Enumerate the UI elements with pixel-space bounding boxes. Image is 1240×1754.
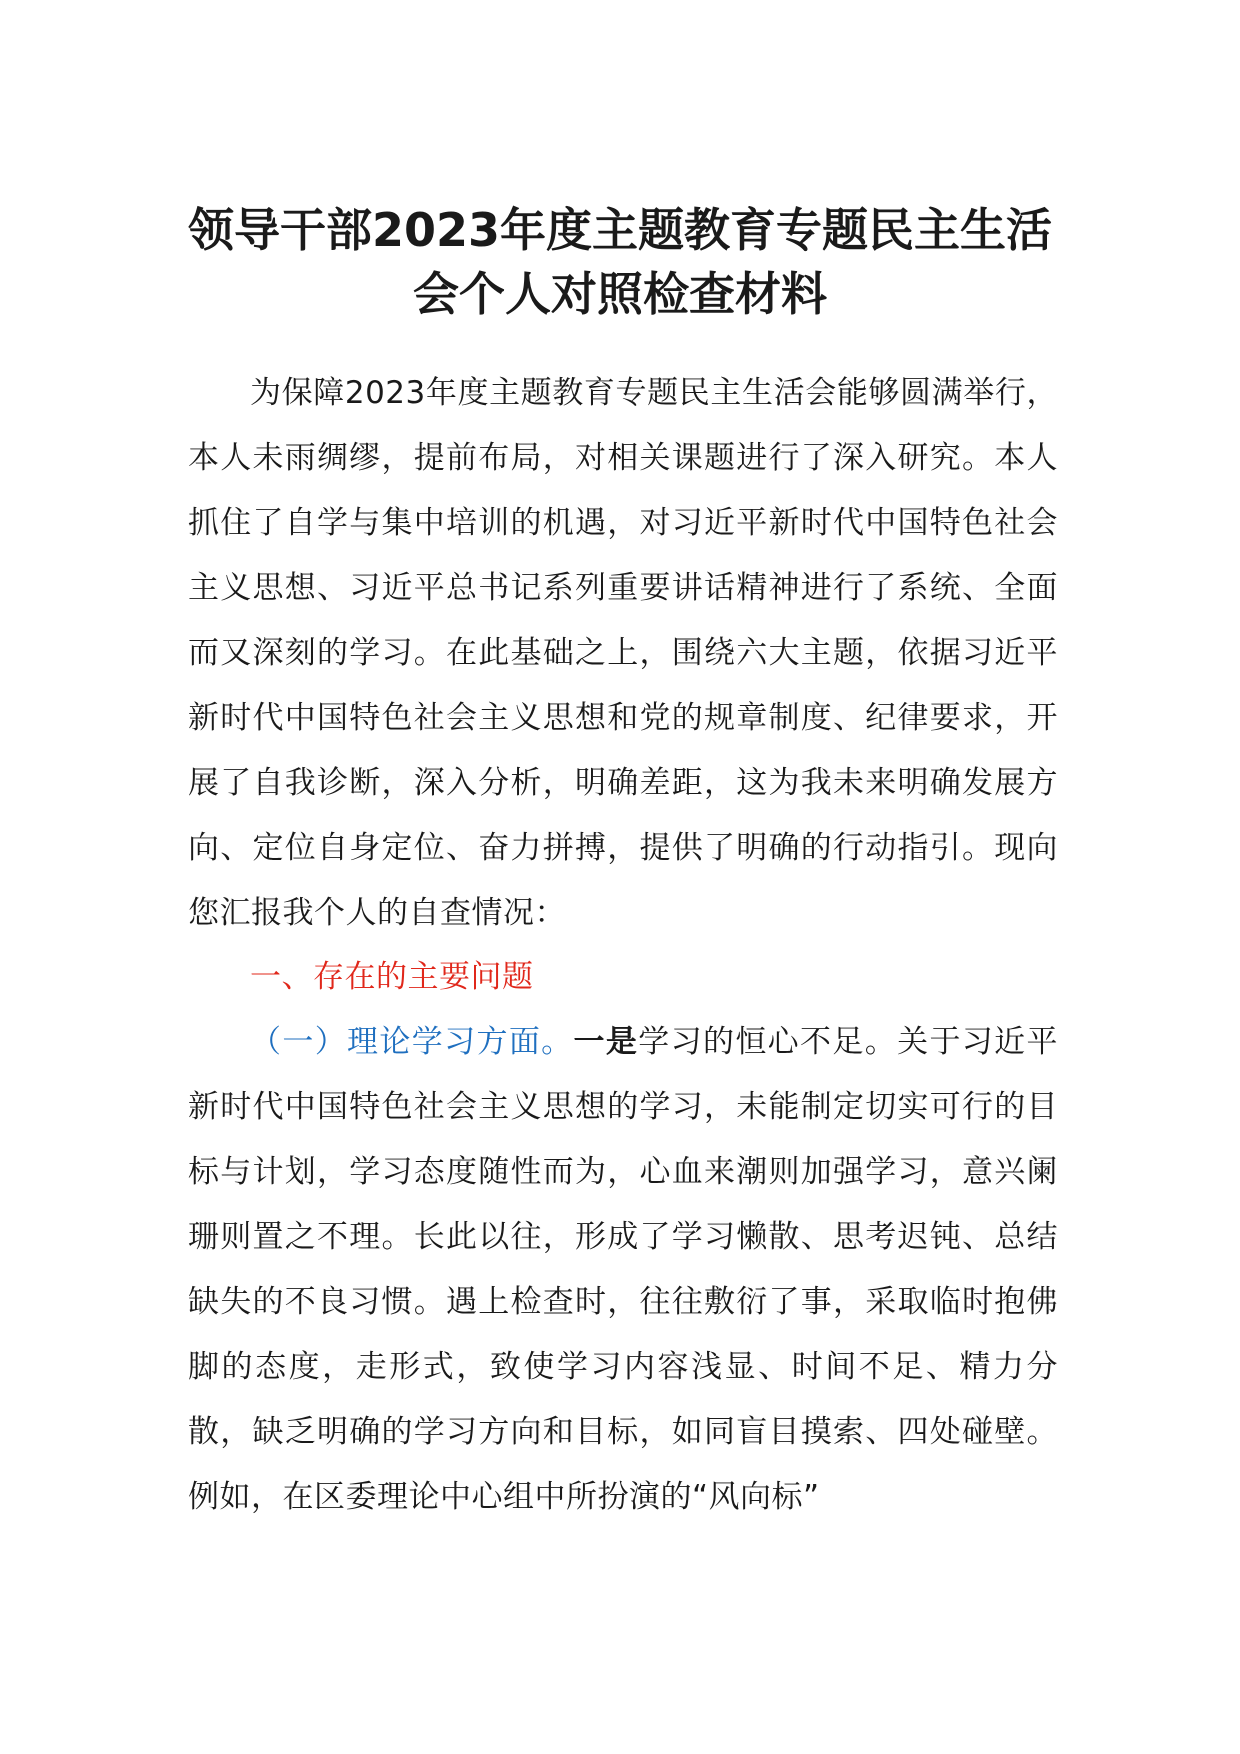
theory-study-paragraph — [188, 1010, 1058, 1530]
subsection-heading-theory-study: （一）理论学习方面。 — [250, 1024, 574, 1060]
subsection-body-text: 学习的恒心不足。关于习近平新时代中国特色社会主义思想的学习，未能制定切实可行的目标与计划，学习态度随性而为，心血来潮则加强学习，意兴阑珊则置之不理。长此以往，形成了学习懒散、思考迟钝、总结缺失的不良习惯。遇上检查时，往往敷衍了事，采取临时抱佛脚的态度，走形式，致使学习内容浅显、时间不足、精力分散，缺乏明确的学习方向和目标，如同盲目摸索、四处碰壁。例如，在区委理论中心组中所扮演的“风向标” — [188, 1024, 1059, 1515]
section-heading-main-problems — [188, 945, 1058, 1010]
subsection-lead-first: 一是 — [573, 1024, 639, 1060]
document-title-line-1: 领导干部2023年度主题教育专题民主生活 — [187, 203, 1053, 257]
section-heading-text: 一、存在的主要问题 — [250, 959, 534, 995]
intro-paragraph: 为保障2023年度主题教育专题民主生活会能够圆满举行，本人未雨绸缪，提前布局，对相关课题进行了深入研究。本人抓住了自学与集中培训的机遇，对习近平新时代中国特色社会主义思想、习近平总书记系列重要讲话精神进行了系统、全面而又深刻的学习。在此基础之上，围绕六大主题，依据习近平新时代中国特色社会主义思想和党的规章制度、纪律要求，开展了自我诊断，深入分析，明确差距，这为我未来明确发展方向、定位自身定位、奋力拼搏，提供了明确的行动指引。现向您汇报我个人的自查情况： — [188, 375, 1058, 931]
document-title-line-2: 会个人对照检查材料 — [413, 267, 827, 321]
